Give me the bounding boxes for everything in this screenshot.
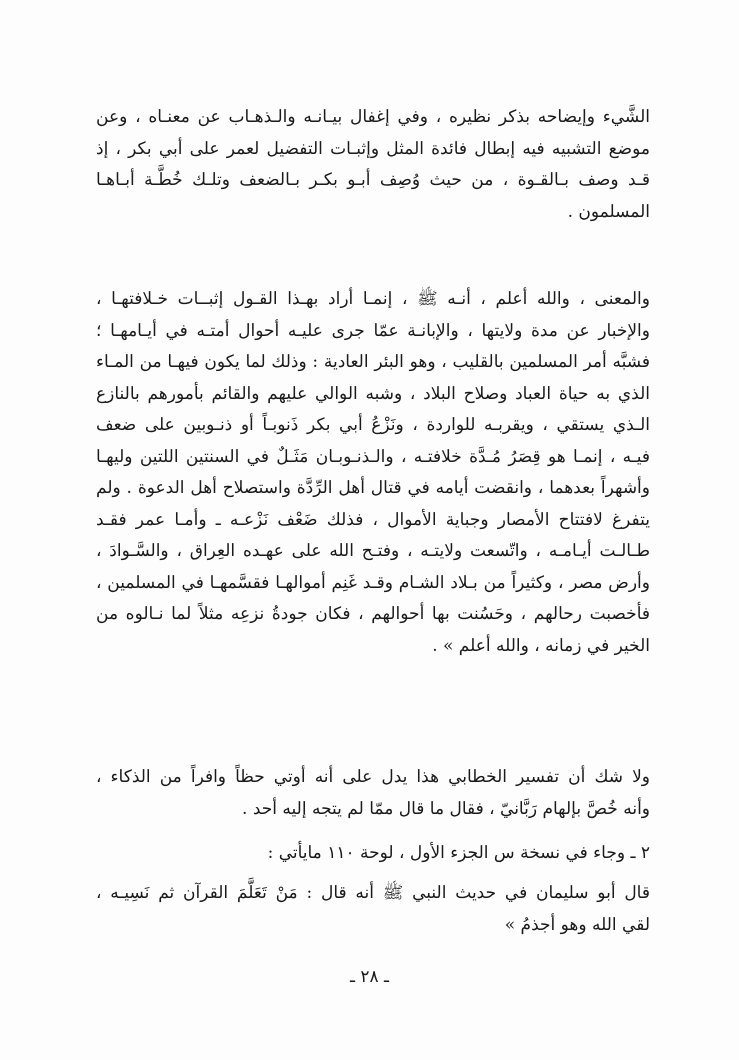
text-line: طـالـت أيـامـه ، واتّسعت ولايتـه ، وفتـح الله على عهـده العِراق ، والسَّـوادَ ، <box>96 541 650 561</box>
text-line: فيـه ، إنمـا هو قِصَرُ مُـدَّة خلافتـه ، والـذنـوبـان مَثَـلٌ في السنتين اللتين وليهـا <box>96 446 650 467</box>
paragraph-5 <box>96 878 650 941</box>
text-line: لقي الله وهو أجذمُ » <box>504 914 650 935</box>
paragraph-1 <box>96 102 650 228</box>
text-line: المسلمون . <box>567 201 650 222</box>
paragraph-3 <box>96 762 650 825</box>
text-line: الـذي يستقي ، ويقربـه للواردة ، ونَزْعُ أبي بكر ذَنوبـاً أو ذنـوبين على ضعف <box>96 415 650 435</box>
text-line: يتفرغ لافتتاح الأمصار وجباية الأموال ، فذلك ضَعْف نَزْعـه ـ وأمـا عمر فقـد <box>96 509 650 530</box>
paragraph-2 <box>96 284 650 662</box>
text-line: والمعنى ، والله أعلم ، أنـه ﷺ ، إنمـا أراد بهـذا القـول إثبــات خـلافتهـا ، <box>96 289 650 309</box>
text-line: وأشهراً بعدهما ، وانقضت أيامه في قتال أهل الرِّدَّة واستصلاح أهل الدعوة . ولم <box>96 478 650 498</box>
page-number: ـ ٢٨ ـ <box>349 967 390 987</box>
text-line: ٢ ـ وجاء في نسخة س الجزء الأول ، لوحة ١١٠ مايأتي : <box>267 843 650 863</box>
text-line: الخير في زمانه ، والله أعلم » . <box>432 635 650 656</box>
text-line: ولا شك أن تفسير الخطابي هذا يدل على أنه أوتي حظاً وافراً من الذكاء ، <box>96 767 650 787</box>
text-line: قـد وصف بـالقـوة ، من حيث وُصِف أبـو بكـر بـالضعف وتلـك خُطَّـة أبـاهـا <box>96 170 650 190</box>
text-line: وأنه خُصَّ بإلهام رَبَّانيّ ، فقال ما قال ممّا لم يتجه إليه أحد . <box>242 798 650 819</box>
text-line: والإخبار عن مدة ولايتها ، والإبانـة عمّا جرى عليـه أحوال أمتـه في أيـامهـا ؛ <box>96 320 650 341</box>
paragraph-4 <box>96 838 650 870</box>
text-line: وأرض مصر ، وكثيراً من بـلاد الشـام وقـد غَنِم أموالهـا فقسَّمهـا في المسلمين ، <box>96 572 650 593</box>
text-line: فأخصبت رحالهم ، وحَسُنت بها أحوالهم ، فكان جودةُ نزعِه مثلاً لما نـالوه من <box>96 604 650 624</box>
text-line: الشَّيء وإيضاحه بذكر نظيره ، وفي إغفال بيـانـه والـذهـاب عن معنـاه ، وعن <box>96 107 650 127</box>
text-line: الذي به حياة العباد وصلاح البلاد ، وشبه الوالي عليهم والقائم بأمورهم بالنازع <box>96 383 650 404</box>
text-line: فشبَّه أمر المسلمين بالقليب ، وهو البئر العادية : وذلك لما يكون فيهـا من المـاء <box>96 352 650 372</box>
text-line: قال أبو سليمان في حديث النبي ﷺ أنه قال : مَنْ تَعَلَّمَ القرآن ثم نَسِيـه ، <box>96 883 650 903</box>
text-line: موضع التشبيه فيه إبطال فائدة المثل وإثبـات التفضيل لعمر على أبي بكر ، إذ <box>96 138 650 159</box>
